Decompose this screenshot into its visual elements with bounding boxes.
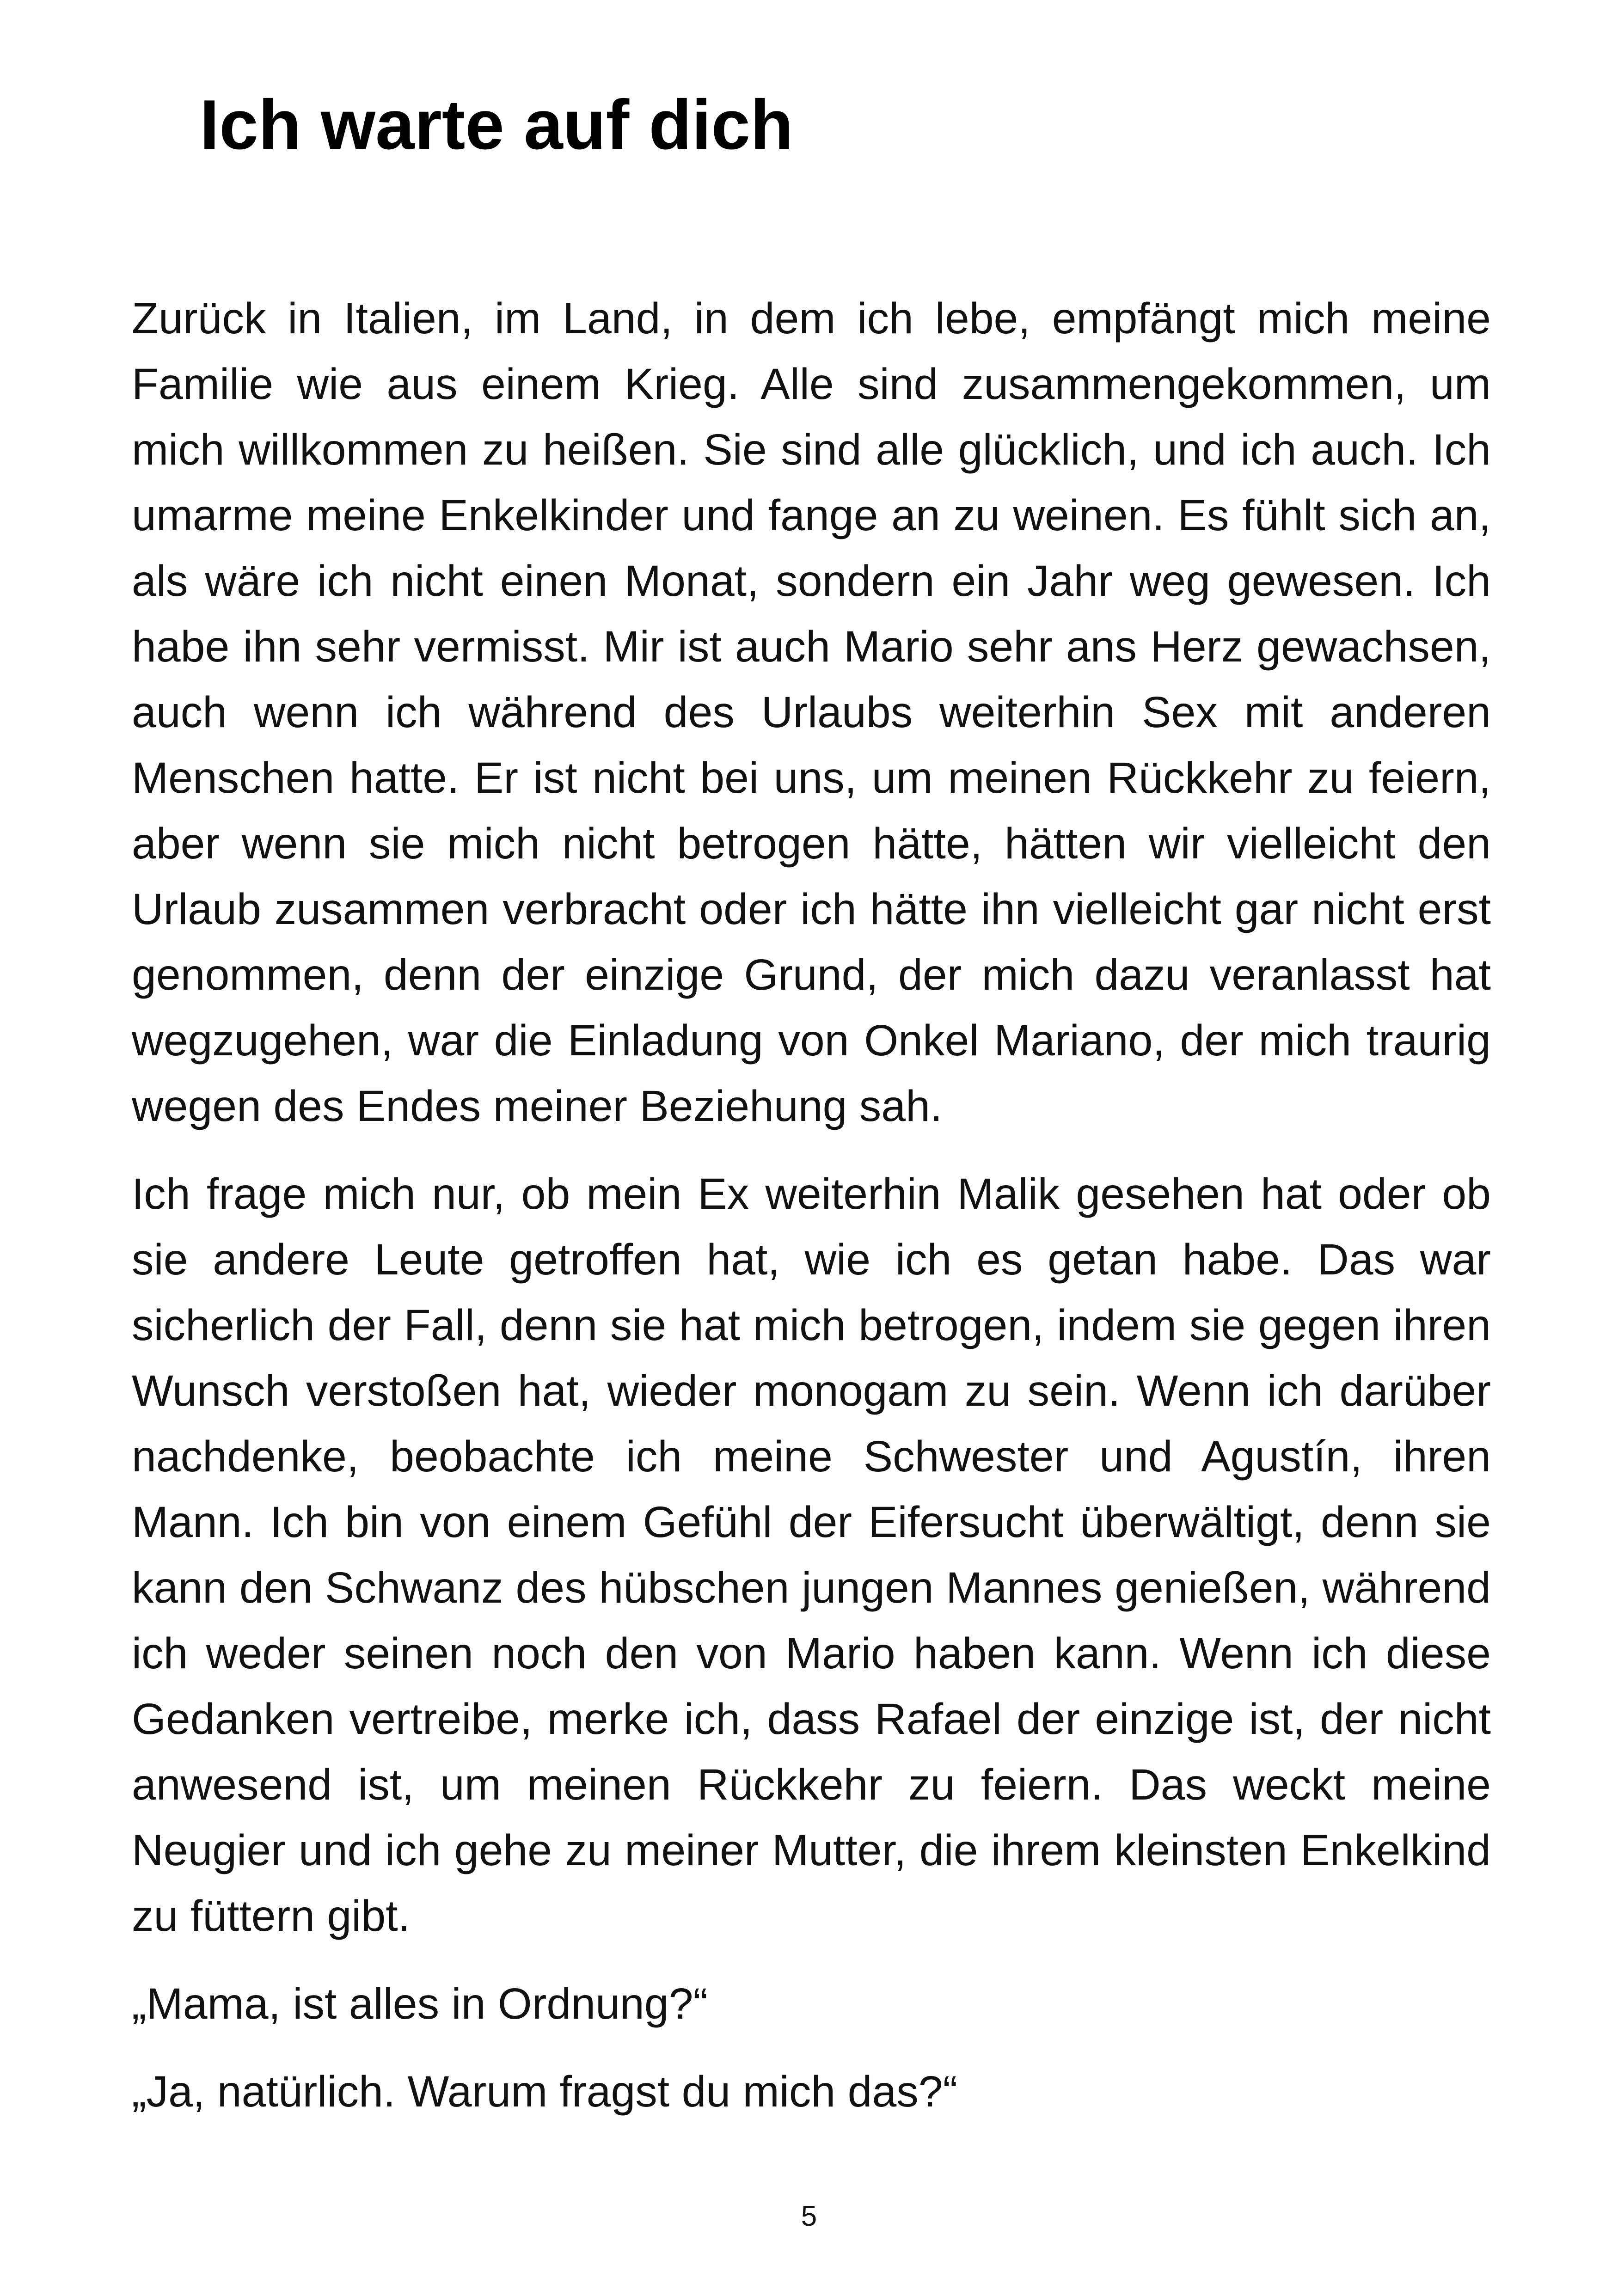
paragraph-2: Ich frage mich nur, ob mein Ex weiterhin Malik gesehen hat oder ob sie andere Leute getroffen hat, wie ich es getan habe. Das war sicherlich der Fall, denn sie hat mich betrogen, indem sie gegen ihren Wunsch verstoßen hat, wieder monogam zu sein. Wenn ich darüber nachdenke, beobachte ich meine Schwester und Agustín, ihren Mann. Ich bin von einem Gefühl der Eifersucht überwältigt, denn sie kann den Schwanz des hübschen jungen Mannes genießen, während ich weder seinen noch den von Mario haben kann. Wenn ich diese Gedanken vertreibe, merke ich, dass Rafael der einzige ist, der nicht anwesend ist, um meinen Rückkehr zu feiern. Das weckt meine Neugier und ich gehe zu meiner Mutter, die ihrem kleinsten Enkelkind zu füttern gibt. xyxy=(132,1169,1491,1941)
chapter-body xyxy=(132,286,1491,2147)
paragraph-1: Zurück in Italien, im Land, in dem ich lebe, empfängt mich meine Familie wie aus einem Krieg. Alle sind zusammengekommen, um mich willkommen zu heißen. Sie sind alle glücklich, und ich auch. Ich umarme meine Enkelkinder und fange an zu weinen. Es fühlt sich an, als wäre ich nicht einen Monat, sondern ein Jahr weg gewesen. Ich habe ihn sehr vermisst. Mir ist auch Mario sehr ans Herz gewachsen, auch wenn ich während des Urlaubs weiterhin Sex mit anderen Menschen hatte. Er ist nicht bei uns, um meinen Rückkehr zu feiern, aber wenn sie mich nicht betrogen hätte, hätten wir vielleicht den Urlaub zusammen verbracht oder ich hätte ihn vielleicht gar nicht erst genommen, denn der einzige Grund, der mich dazu veranlasst hat wegzugehen, war die Einladung von Onkel Mariano, der mich traurig wegen des Endes meiner Beziehung sah. xyxy=(132,294,1491,1131)
page-number: 5 xyxy=(801,2200,817,2232)
dialogue-line-1: „Mama, ist alles in Ordnung?“ xyxy=(132,1979,708,2028)
chapter-title: Ich warte auf dich xyxy=(200,86,793,164)
dialogue-line-2: „Ja, natürlich. Warum fragst du mich das?“ xyxy=(132,2067,958,2116)
